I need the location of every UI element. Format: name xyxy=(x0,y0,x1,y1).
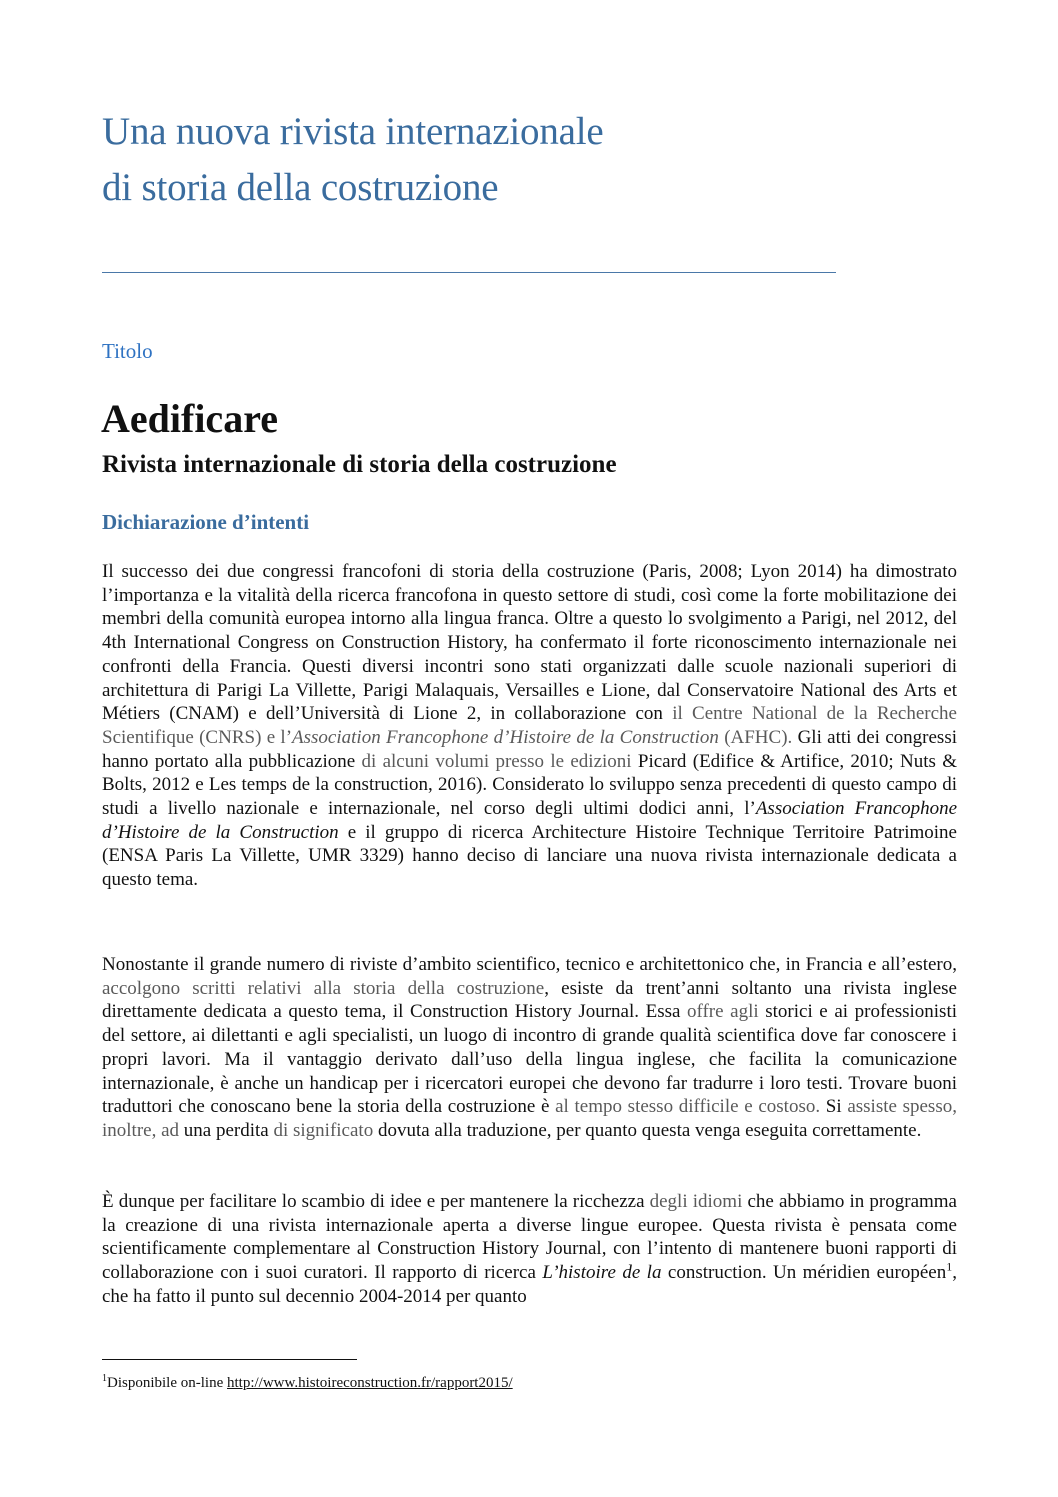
paragraph-1-text-d: (AFHC). xyxy=(718,726,793,748)
paragraph-3-text-g: , che ha fatto il punto sul decennio 2004-2014 per quanto xyxy=(102,1262,957,1307)
paragraph-2-text-b: accolgono scritti relativi alla storia della costruzione xyxy=(102,977,545,999)
title-label: Titolo xyxy=(102,339,153,363)
paragraph-1-text-e: Gli atti dei congressi hanno portato alla pubblicazione xyxy=(102,726,957,772)
paragraph-2-text-f: al tempo stesso difficile e costoso. xyxy=(549,1096,821,1118)
document-title-line-2: di storia della costruzione xyxy=(102,166,499,209)
paragraph-3-text-a: È dunque per facilitare lo scambio di idee e per mantenere la ricchezza xyxy=(102,1191,645,1212)
paragraph-1-association-name-2: Association Francophone d’Histoire de la Construction xyxy=(102,798,958,843)
section-heading: Dichiarazione d’intenti xyxy=(102,510,310,534)
paragraph-3-text-c: che abbiamo in programma la creazione di una rivista internazionale aperta a diverse lingue europee. Questa rivista è pensata come scientificamente complementare al Construction History Journal, con l’intento di mantenere buoni rapporti di collaborazione con i suoi curatori. Il rapporto di ricerca xyxy=(102,1191,957,1284)
paragraph-2-text-d: offre agli xyxy=(687,1001,759,1023)
footnote-reference[interactable]: 1 xyxy=(946,1259,953,1274)
body-paragraph-1 xyxy=(102,560,957,892)
paragraph-1-text-g: Picard (Edifice & Artifice, 2010; Nuts & Bolts, 2012 e Les temps de la construction, 2016). Considerato lo sviluppo senza precedenti di questo campo di studi a livello nazionale e internazionale, nel corso degli ultimi dodici anni, l’ xyxy=(102,750,957,820)
journal-name: Aedificare xyxy=(101,396,278,441)
body-paragraph-2 xyxy=(102,953,957,1143)
paragraph-2-text-h: assiste spesso, inoltre, ad xyxy=(102,1096,957,1141)
body-paragraph-3 xyxy=(102,1190,957,1309)
paragraph-1-text-f: di alcuni volumi presso le edizioni xyxy=(355,750,632,772)
paragraph-2-text-j: di significato xyxy=(268,1119,374,1141)
title-divider xyxy=(102,272,836,273)
document-title-line-1: Una nuova rivista internazionale xyxy=(102,110,604,153)
paragraph-1-text-i: e il gruppo di ricerca Architecture Histoire Technique Territoire Patrimoine (ENSA Paris La Villette, UMR 3329) hanno deciso di lanciare una nuova rivista internazionale dedicata a questo tema. xyxy=(102,821,957,891)
paragraph-2-text-c: , esiste da trent’anni soltanto una rivista inglese direttamente dedicata a questo tema, il Construction History Journal. Essa xyxy=(102,977,957,1023)
paragraph-3-text-e: construction. Un méridien européen xyxy=(661,1262,947,1284)
paragraph-2-text-a: Nonostante il grande numero di riviste d’ambito scientifico, tecnico e architettonico che, in Francia e all’estero, xyxy=(102,954,957,975)
footnote-text: Disponibile on-line xyxy=(107,1375,227,1391)
paragraph-1-text-b: il Centre National de la Recherche Scientifique (CNRS) e l’ xyxy=(102,703,957,748)
paragraph-1-text-a: Il successo dei due congressi francofoni di storia della costruzione (Paris, 2008; Lyon 2014) ha dimostrato l’importanza e la vitalità della ricerca francofona in questo settore di studi, così come la forte mobilitazione dei membri della comunità europea intorno alla lingua franca. Oltre a questo lo svolgimento a Parigi, nel 2012, del 4th International Congress on Construction History, ha confermato il forte riconoscimento internazionale nei confronti della Francia. Questi diversi incontri sono stati organizzati dalle scuole nazionali superiori di architettura di Parigi La Villette, Parigi Malaquais, Versailles e Lione, dal Conservatoire National des Arts et Métiers (CNAM) e dell’Università di Lione 2, in collaborazione con xyxy=(102,561,957,725)
footnote xyxy=(102,1373,513,1393)
paragraph-2-text-i: una perdita xyxy=(179,1119,269,1141)
footnote-link[interactable]: http://www.histoireconstruction.fr/rapport2015/ xyxy=(227,1375,513,1391)
paragraph-2-text-k: dovuta alla traduzione, per quanto questa venga eseguita correttamente. xyxy=(373,1119,922,1141)
document-title xyxy=(102,104,862,216)
journal-subtitle: Rivista internazionale di storia della costruzione xyxy=(102,451,617,478)
paragraph-3-text-b: degli idiomi xyxy=(644,1191,743,1212)
footnote-divider xyxy=(102,1359,357,1360)
paragraph-3-report-title: L’histoire de la xyxy=(542,1262,662,1284)
footnote-marker: 1 xyxy=(102,1373,107,1384)
paragraph-1-association-name: Association Francophone d’Histoire de la Construction xyxy=(292,726,719,748)
paragraph-2-text-e: storici e ai professionisti del settore, ai dilettanti e agli specialisti, un luogo di incontro di grande qualità scientifica dove far conoscere i propri lavori. Ma il vantaggio derivato dall’uso della lingua inglese, che facilita la comunicazione internazionale, è anche un handicap per i ricercatori europei che devono far tradurre i loro testi. Trovare buoni traduttori che conoscano bene la storia della costruzione è xyxy=(102,1001,957,1118)
paragraph-2-text-g: Si xyxy=(820,1096,842,1118)
